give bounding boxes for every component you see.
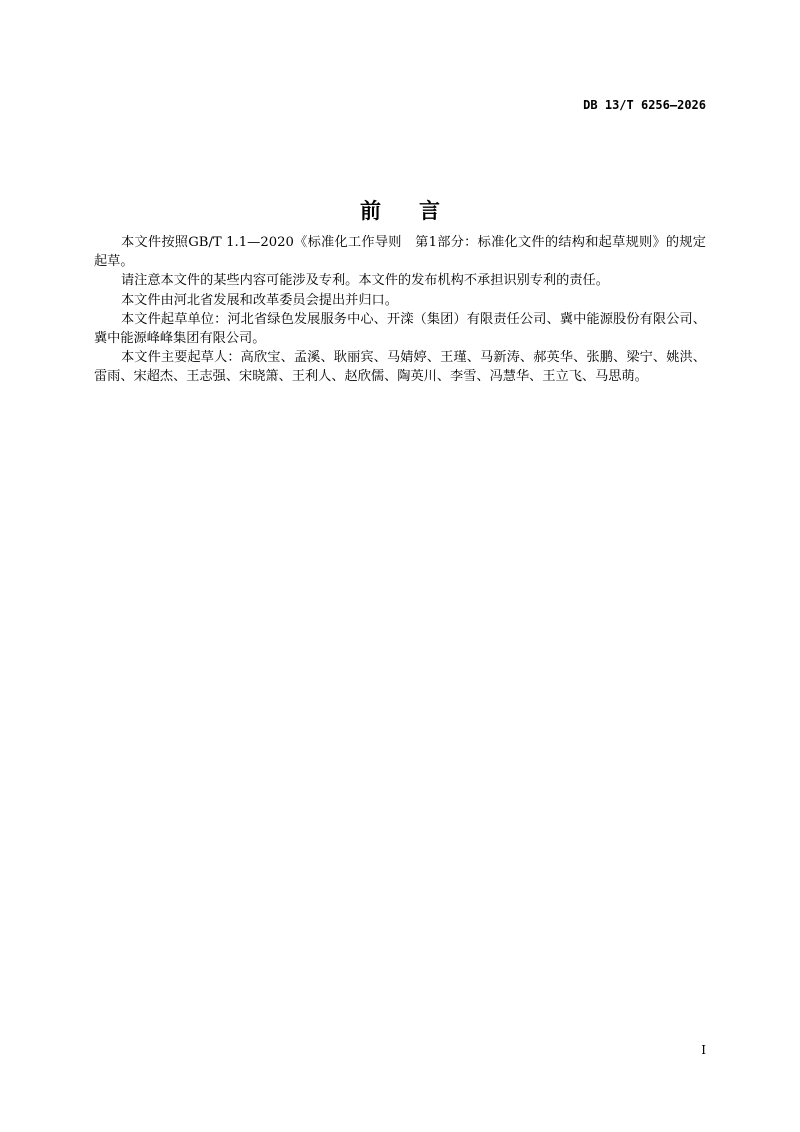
page-number: I xyxy=(701,1043,706,1057)
foreword-body xyxy=(94,233,706,387)
document-code: DB 13/T 6256—2026 xyxy=(583,98,706,112)
paragraph-drafting-rules: 本文件按照GB/T 1.1—2020《标准化工作导则 第1部分：标准化文件的结构和起草规则》的规定起草。 xyxy=(94,235,706,270)
page-title: 前言 xyxy=(360,199,478,224)
paragraph-proposer: 本文件由河北省发展和改革委员会提出并归口。 xyxy=(121,292,398,308)
paragraph-drafting-units: 本文件起草单位：河北省绿色发展服务中心、开滦（集团）有限责任公司、冀中能源股份有限公司、冀中能源峰峰集团有限公司。 xyxy=(94,311,706,347)
paragraph-drafters: 本文件主要起草人：高欣宝、孟溪、耿丽宾、马婧婷、王瑾、马新涛、郝英华、张鹏、梁宁、姚洪、雷雨、宋超杰、王志强、宋晓箫、王利人、赵欣儒、陶英川、李雪、冯慧华、王立飞、马思萌。 xyxy=(94,350,706,385)
paragraph-patent-notice: 请注意本文件的某些内容可能涉及专利。本文件的发布机构不承担识别专利的责任。 xyxy=(121,273,609,289)
